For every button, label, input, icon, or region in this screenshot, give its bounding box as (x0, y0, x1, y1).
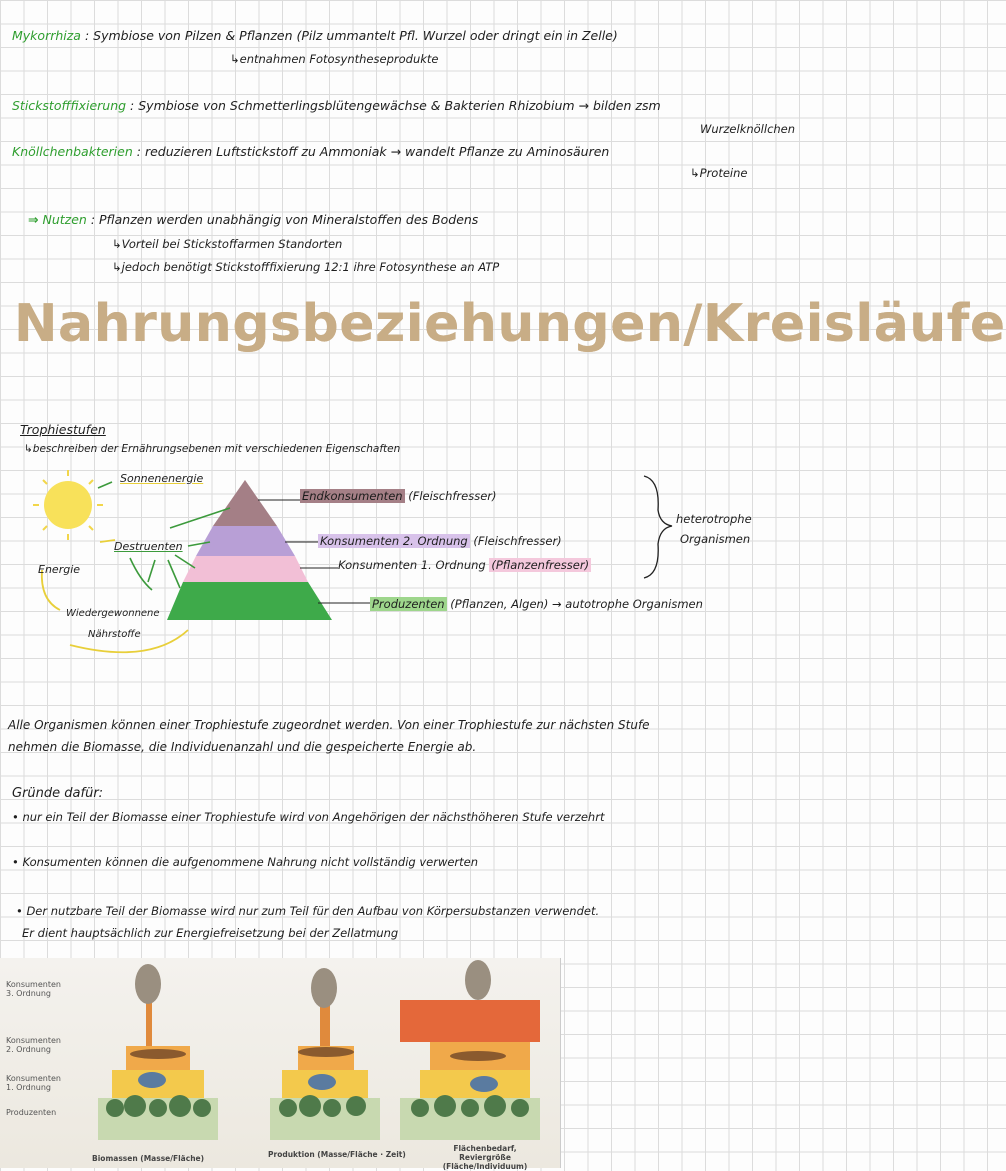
k1-term: Konsumenten 1. Ordnung (338, 558, 486, 572)
gruende-b3a: • Der nutzbare Teil der Biomasse wird nur zum Teil für den Aufbau von Körpersubstanzen verwendet. (16, 904, 600, 918)
k1-label (338, 558, 591, 572)
knoellchen-sub: ↳Proteine (690, 166, 748, 180)
heterotrophe-label: heterotrophe (676, 512, 752, 526)
sun-icon (33, 470, 103, 540)
paragraph-line2: nehmen die Biomasse, die Individuenanzahl und die gespeicherte Energie ab. (8, 740, 477, 754)
fig-label-k3: Konsumenten 3. Ordnung (6, 980, 61, 998)
sonnenenergie-label: Sonnenenergie (120, 472, 204, 485)
wiedergewonnene-label: Wiedergewonnene (66, 608, 160, 619)
hetero-bracket (644, 476, 672, 578)
page-title: Nahrungsbeziehungen/Kreisläufe (14, 294, 1006, 354)
stickstoff-line (12, 98, 661, 113)
fig-caption-2: Produktion (Masse/Fläche · Zeit) (268, 1150, 406, 1159)
produzenten-label (370, 597, 703, 611)
trophie-sub: ↳beschreiben der Ernährungsebenen mit verschiedenen Eigenschaften (24, 443, 401, 455)
endkonsumenten-note: (Fleischfresser) (408, 489, 497, 503)
produzenten-term: Produzenten (372, 597, 445, 611)
nutzen-line (28, 212, 478, 227)
knoellchen-term: Knöllchenbakterien (12, 144, 133, 159)
pyramid-prod (167, 582, 332, 620)
nutzen-line2: ↳Vorteil bei Stickstoffarmen Standorten (112, 237, 343, 251)
organismen-label: Organismen (680, 532, 751, 546)
fig-label-k2: Konsumenten 2. Ordnung (6, 1036, 61, 1054)
mykorrhiza-term: Mykorrhiza (12, 28, 81, 43)
gruende-b1: • nur ein Teil der Biomasse einer Trophiestufe wird von Angehörigen der nächsthöheren Stufe verzehrt (12, 810, 605, 824)
stickstoff-sub: Wurzelknöllchen (700, 122, 796, 136)
mykorrhiza-sub: ↳entnahmen Fotosyntheseprodukte (230, 52, 439, 66)
knoellchen-line (12, 144, 609, 159)
pyramid-end-full (213, 480, 277, 526)
mykorrhiza-line (12, 28, 618, 43)
produzenten-note: (Pflanzen, Algen) → autotrophe Organismen (450, 597, 703, 611)
trophie-heading: Trophiestufen (20, 422, 106, 437)
naehrstoffe-label: Nährstoffe (88, 629, 141, 640)
biomass-figure-svg (0, 958, 560, 1168)
knoellchen-text: : reduzieren Luftstickstoff zu Ammoniak → wandelt Pflanze zu Aminosäuren (136, 144, 610, 159)
fig-label-k1: Konsumenten 1. Ordnung (6, 1074, 61, 1092)
endkonsumenten-term: Endkonsumenten (302, 489, 403, 503)
paragraph-line1: Alle Organismen können einer Trophiestufe zugeordnet werden. Von einer Trophiestufe zur nächsten Stufe (8, 718, 650, 732)
nutzen-arrow-icon: ⇒ (28, 212, 39, 227)
energie-label: Energie (38, 563, 81, 576)
destruenten-label: Destruenten (114, 540, 183, 553)
k2-note: (Fleischfresser) (473, 534, 562, 548)
gruende-heading: Gründe dafür: (12, 786, 104, 801)
gruende-b3b: Er dient hauptsächlich zur Energiefreisetzung bei der Zellatmung (22, 926, 399, 940)
stickstoff-text: : Symbiose von Schmetterlingsblütengewächse & Bakterien Rhizobium → bilden zsm (130, 98, 661, 113)
nutzen-term: Nutzen (42, 212, 87, 227)
fig-caption-1: Biomassen (Masse/Fläche) (92, 1154, 205, 1163)
fig-caption-3: Flächenbedarf, Reviergröße (Fläche/Individuum) (442, 1144, 528, 1171)
fig-label-prod: Produzenten (6, 1108, 57, 1117)
pyramid-k2 (196, 526, 295, 556)
nutzen-line3: ↳jedoch benötigt Stickstofffixierung 12:1 ihre Fotosynthese an ATP (112, 260, 500, 274)
pyramid-k1 (183, 556, 308, 582)
k2-term: Konsumenten 2. Ordnung (320, 534, 468, 548)
k2-label (318, 534, 562, 548)
stickstoff-term: Stickstofffixierung (12, 98, 127, 113)
nutzen-text: : Pflanzen werden unabhängig von Mineralstoffen des Bodens (90, 212, 479, 227)
gruende-b2: • Konsumenten können die aufgenommene Nahrung nicht vollständig verwerten (12, 855, 479, 869)
biomass-figure (0, 958, 561, 1171)
mykorrhiza-text: : Symbiose von Pilzen & Pflanzen (Pilz ummantelt Pfl. Wurzel oder dringt ein in Zelle) (84, 28, 618, 43)
endkonsumenten-label (300, 489, 497, 503)
k1-note: (Pflanzenfresser) (491, 558, 590, 572)
